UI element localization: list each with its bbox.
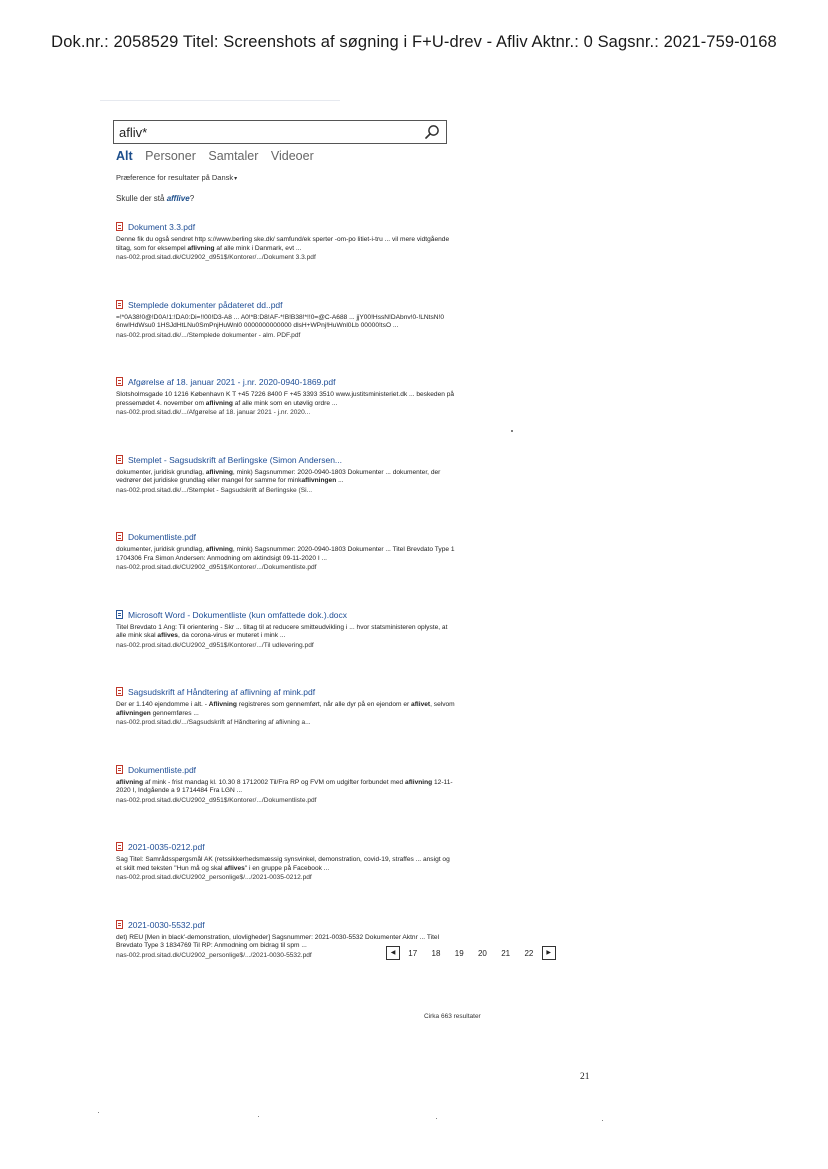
pdf-icon xyxy=(116,842,123,851)
chevron-right-icon: ▶ xyxy=(546,950,551,956)
result-snippet: Denne fik du også sendret http s://www.berling ske.dk/ samfund/ek sperter -om-po litiet-i-tru ... vil mere vidtgående tiltag, som for eksempel aflivning af alle mink i Danmark, evt ... xyxy=(116,236,450,252)
result-title: Dokumentliste.pdf xyxy=(128,532,197,542)
suggestion-prefix: Skulle der stå xyxy=(116,194,167,203)
result-title: Microsoft Word - Dokumentliste (kun omfattede dok.).docx xyxy=(128,609,348,620)
search-input[interactable] xyxy=(119,123,419,141)
search-result xyxy=(116,532,456,610)
result-path: nas-002.prod.sitad.dk/.../Stemplet - Sagsudskrift af Berlingske (Si... xyxy=(116,486,313,494)
result-title: 2021-0030-5532.pdf xyxy=(128,919,205,930)
language-preference[interactable] xyxy=(116,173,237,182)
result-title-link[interactable] xyxy=(116,300,456,312)
search-icon[interactable] xyxy=(424,124,440,140)
chevron-down-icon: ▾ xyxy=(234,176,238,182)
result-title-link[interactable] xyxy=(116,455,456,467)
pdf-icon xyxy=(116,920,123,929)
tab-conversations[interactable]: Samtaler xyxy=(208,149,259,163)
result-path: nas-002.prod.sitad.dk/.../Stemplede dokumenter - alm. PDF.pdf xyxy=(116,331,301,339)
pagination xyxy=(386,946,556,962)
pdf-icon xyxy=(116,455,123,464)
pdf-icon xyxy=(116,222,123,231)
language-preference-label: Præference for resultater på Dansk xyxy=(116,173,234,182)
page-link[interactable]: 20 xyxy=(477,948,487,958)
search-result xyxy=(116,455,456,533)
result-title: Dokument 3.3.pdf xyxy=(128,222,196,232)
spelling-suggestion xyxy=(116,194,194,203)
result-count: Cirka 663 resultater xyxy=(424,1013,481,1020)
page-link[interactable]: 19 xyxy=(454,948,464,958)
pdf-icon xyxy=(116,300,123,309)
result-title: Dokumentliste.pdf xyxy=(128,764,197,775)
word-icon xyxy=(116,610,123,619)
result-path: nas-002.prod.sitad.dk/CU2902_personlige$/.../2021-0035-0212.pdf xyxy=(116,874,312,882)
search-box[interactable] xyxy=(113,120,447,144)
tab-videos[interactable]: Videoer xyxy=(270,149,314,163)
suggestion-link[interactable]: afflive xyxy=(166,194,190,203)
result-snippet: Titel Brevdato 1 Ang: Til orientering - Skr ... tiltag til at reducere smitteudvikling i ... hvor statsministeren oplyste, at alle mink skal aflives, da corona-virus er muteret i mink ... xyxy=(116,623,448,640)
search-result xyxy=(116,222,456,300)
result-path: nas-002.prod.sitad.dk/CU2902_personlige$/.../2021-0030-5532.pdf xyxy=(116,951,312,959)
result-title-link[interactable] xyxy=(116,842,456,854)
result-snippet: Der er 1.140 ejendomme i alt. - Aflivning registreres som gennemført, når alle dyr på en ejendom er aflivet, selvom aflivningen gennemføres ... xyxy=(116,701,455,717)
result-title: Sagsudskrift af Håndtering af aflivning af mink.pdf xyxy=(128,687,316,697)
pdf-icon xyxy=(116,765,123,774)
suggestion-suffix: ? xyxy=(189,194,195,203)
result-title: Afgørelse af 18. januar 2021 - j.nr. 2020-0940-1869.pdf xyxy=(128,377,336,387)
page-link-current[interactable]: 21 xyxy=(501,948,511,958)
result-snippet: Slotsholmsgade 10 1216 København K T +45 7226 8400 F +45 3393 3510 www.justitsministeriet.dk ... beskeden på pressemødet 4. november om aflivning af alle mink som en utøvlig ordre ... xyxy=(116,391,455,407)
scan-speck xyxy=(602,1120,603,1121)
scan-speck xyxy=(258,1116,259,1117)
result-title: Stemplede dokumenter pådateret dd..pdf xyxy=(128,299,283,310)
result-snippet: dokumenter, juridisk grundlag, aflivning, mink) Sagsnummer: 2020-0940-1803 Dokumenter ... Titel Brevdato Type 1 1704306 Fra Simon Andersen: Anmodning om aktindsigt 09-11-2020 I ... xyxy=(116,546,455,562)
search-result xyxy=(116,300,456,378)
chevron-left-icon: ◀ xyxy=(390,950,396,956)
search-result xyxy=(116,377,456,455)
result-title: 2021-0035-0212.pdf xyxy=(128,842,205,852)
result-path: nas-002.prod.sitad.dk/.../Afgørelse af 18. januar 2021 - j.nr. 2020... xyxy=(116,409,311,417)
page-number: 21 xyxy=(580,1072,590,1082)
result-title-link[interactable] xyxy=(116,532,456,544)
scan-speck xyxy=(98,1112,99,1113)
result-title-link[interactable] xyxy=(116,687,456,699)
result-snippet: Sag Titel: Samrådsspørgsmål AK (retssikkerhedsmæssig synsvinkel, demonstration, covid-19, straffes ... ansigt og et skilt med teksten "Hun må og skal aflives" i en gruppe på Facebook ... xyxy=(116,856,450,872)
result-path: nas-002.prod.sitad.dk/CU2902_d951$/Kontorer/.../Dokumentliste.pdf xyxy=(116,564,317,572)
result-snippet: aflivning af mink - frist mandag kl. 10.30 8 1712002 Til/Fra RP og FVM om udgifter forbundet med aflivning 12-11-2020 I, Indgående a 9 1714484 Fra LGN ... xyxy=(116,778,453,795)
result-title-link[interactable] xyxy=(116,610,456,622)
document-header: Dok.nr.: 2058529 Titel: Screenshots af søgning i F+U-drev - Afliv Aktnr.: 0 Sagsnr.: 2021-759-0168 xyxy=(51,33,777,51)
pdf-icon xyxy=(116,377,123,386)
pdf-icon xyxy=(116,532,123,541)
result-title-link[interactable] xyxy=(116,765,456,777)
search-result xyxy=(116,610,456,688)
next-page-button[interactable] xyxy=(542,946,556,960)
tab-people[interactable]: Personer xyxy=(145,149,196,163)
result-path: nas-002.prod.sitad.dk/CU2902_d951$/Kontorer/.../Til udlevering.pdf xyxy=(116,641,314,649)
page-link[interactable]: 22 xyxy=(524,948,534,958)
results-list xyxy=(116,222,456,997)
pdf-icon xyxy=(116,687,123,696)
prev-page-button[interactable] xyxy=(386,946,400,960)
search-result xyxy=(116,687,456,765)
result-title-link[interactable] xyxy=(116,920,456,932)
page-link[interactable]: 18 xyxy=(431,948,441,958)
divider xyxy=(100,100,340,101)
search-tabs xyxy=(116,149,323,163)
result-path: nas-002.prod.sitad.dk/.../Sagsudskrift af Håndtering af aflivning a... xyxy=(116,719,311,727)
result-title: Stemplet - Sagsudskrift af Berlingske (Simon Andersen... xyxy=(128,454,343,465)
scan-speck xyxy=(511,430,513,432)
search-result xyxy=(116,842,456,920)
result-path: nas-002.prod.sitad.dk/CU2902_d951$/Kontorer/.../Dokumentliste.pdf xyxy=(116,796,317,804)
result-title-link[interactable] xyxy=(116,222,456,234)
scan-speck xyxy=(436,1118,437,1119)
result-path: nas-002.prod.sitad.dk/CU2902_d951$/Kontorer/.../Dokument 3.3.pdf xyxy=(116,254,316,262)
search-result xyxy=(116,765,456,843)
tab-all[interactable]: Alt xyxy=(116,149,133,163)
page-link[interactable]: 17 xyxy=(408,948,418,958)
result-snippet: dokumenter, juridisk grundlag, aflivning, mink) Sagsnummer: 2020-0940-1803 Dokumenter ... dokumenter, der vedrører det juridiske grundlag eller mangel for samme for minkaflivningen ... xyxy=(116,468,441,485)
result-title-link[interactable] xyxy=(116,377,456,389)
result-snippet: det) REU [Men in black'-demonstration, ulovligheder] Sagsnummer: 2021-0030-5532 Dokumenter Aktnr ... Titel Brevdato Type 3 1834769 Til RP: Anmodning om bidrag til spm ... xyxy=(116,933,440,950)
result-snippet: =!*0A38!0@!D0A!1:!DA0:Di=!!00!D3-A8 ... A0!*B:D8!AF-*!B!B38!*!!0=@C-A688 ... jjY00!HssN!DAbnv!0-!LNtsN!0 6nw!HdWsu0 1HSJdHtLNu0SmPnjHuWnl0 0000000000000 dlsH+WPnj!HuWnl0Lb 00000!tsO ... xyxy=(116,313,445,330)
